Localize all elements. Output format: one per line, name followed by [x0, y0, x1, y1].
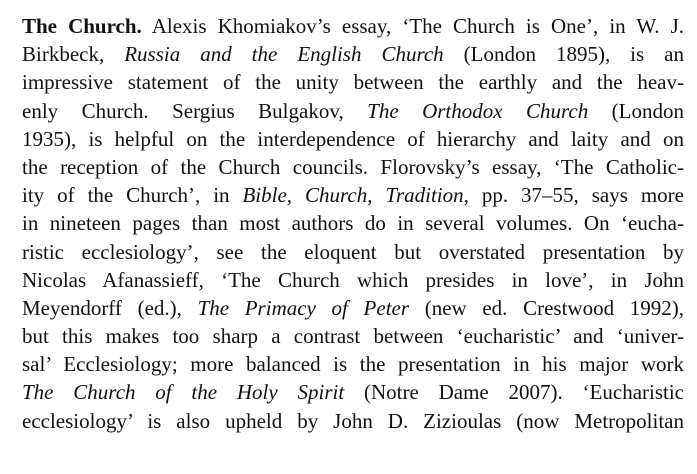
text-run: impressive statement of the unity between the earthly and the heav-	[22, 70, 684, 95]
text-run: in nineteen pages than most authors do in several volumes. On ‘eucha-	[22, 211, 684, 236]
text-line-3	[22, 68, 684, 96]
text-run: the reception of the Church councils. Florovsky’s essay, ‘The Catholic-	[22, 154, 684, 179]
text-run: (London 1895), is an	[443, 42, 684, 67]
text-line-13	[22, 350, 684, 378]
text-run: (Notre Dame 2007). ‘Eucharistic	[344, 380, 685, 405]
bibliography-text-block	[22, 12, 684, 435]
text-line-8	[22, 209, 684, 237]
text-run: Meyendorff (ed.),	[22, 295, 198, 320]
book-title: Bible, Church, Tradition	[242, 183, 464, 208]
text-run: Birkbeck,	[22, 42, 125, 67]
text-line-1	[22, 12, 684, 40]
text-line-9	[22, 238, 684, 266]
text-line-2	[22, 40, 684, 68]
text-line-11	[22, 294, 684, 322]
book-title: The Orthodox Church	[367, 98, 589, 123]
text-run: , pp. 37–55, says more	[463, 183, 684, 208]
text-run: but this makes too sharp a contrast between ‘eucharistic’ and ‘univer-	[22, 324, 684, 349]
text-run: Nicolas Afanassieff, ‘The Church which presides in love’, in John	[22, 267, 684, 292]
text-line-12	[22, 322, 684, 350]
text-line-6	[22, 153, 684, 181]
text-run: ristic ecclesiology’, see the eloquent but overstated presentation by	[22, 239, 684, 264]
text-run: ecclesiology’ is also upheld by John D. Zizioulas (now Metropolitan	[22, 408, 684, 433]
text-line-15	[22, 407, 684, 435]
book-title: The Church of the Holy Spirit	[22, 380, 345, 405]
text-run: ity of the Church’, in	[22, 183, 243, 208]
text-run: sal’ Ecclesiology; more balanced is the presentation in his major work	[22, 352, 684, 377]
text-run: (new ed. Crestwood 1992),	[409, 295, 684, 320]
text-run: enly Church. Sergius Bulgakov,	[22, 98, 368, 123]
book-title: Russia and the English Church	[124, 42, 444, 67]
text-line-10	[22, 266, 684, 294]
section-heading: The Church.	[22, 14, 142, 38]
text-run: 1935), is helpful on the interdependence of hierarchy and laity and on	[22, 126, 684, 151]
text-run: (London	[588, 98, 684, 123]
book-title: The Primacy of Peter	[197, 295, 410, 320]
text-line-7	[22, 181, 684, 209]
text-line-4	[22, 97, 684, 125]
text-line-5	[22, 125, 684, 153]
text-run: Alexis Khomiakov’s essay, ‘The Church is One’, in W. J.	[141, 14, 684, 38]
text-line-14	[22, 378, 684, 406]
